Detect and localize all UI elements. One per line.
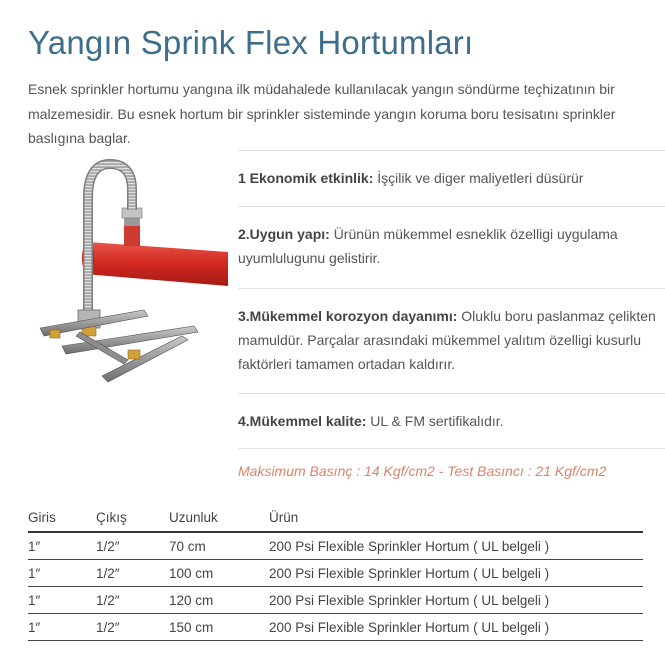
- column-header-outlet: Çıkış: [96, 508, 169, 532]
- pressure-note-row: [238, 448, 665, 488]
- cell-length: 120 cm: [169, 587, 269, 614]
- feature-item-structure: [238, 206, 665, 288]
- column-header-inlet: Giris: [28, 508, 96, 532]
- cell-product: 200 Psi Flexible Sprinkler Hortum ( UL belgeli ): [269, 532, 643, 560]
- feature-list: [238, 150, 665, 488]
- cell-length: 150 cm: [169, 614, 269, 641]
- feature-item-quality: [238, 393, 665, 448]
- feature-text: Oluklu boru paslanmaz çelikten mamuldür. Parçalar arasındaki mükemmel yalıtım özelligi kusurlu faktörleri tamamen ortadan kaldırır.: [238, 308, 656, 372]
- cell-product: 200 Psi Flexible Sprinkler Hortum ( UL belgeli ): [269, 587, 643, 614]
- cell-inlet: 1″: [28, 532, 96, 560]
- feature-item-corrosion: [238, 288, 665, 393]
- table-row: [28, 560, 643, 587]
- cell-inlet: 1″: [28, 560, 96, 587]
- pressure-note: Maksimum Basınç : 14 Kgf/cm2 - Test Basıncı : 21 Kgf/cm2: [238, 463, 607, 479]
- cell-length: 70 cm: [169, 532, 269, 560]
- feature-item-economic: [238, 150, 665, 206]
- cell-length: 100 cm: [169, 560, 269, 587]
- table-row: [28, 532, 643, 560]
- cell-outlet: 1/2″: [96, 532, 169, 560]
- feature-label: 4.Mükemmel kalite:: [238, 413, 367, 429]
- feature-label: 2.Uygun yapı:: [238, 226, 330, 242]
- cell-inlet: 1″: [28, 587, 96, 614]
- cell-outlet: 1/2″: [96, 560, 169, 587]
- table-row: [28, 614, 643, 641]
- column-header-product: Ürün: [269, 508, 643, 532]
- feature-text: UL & FM sertifikalıdır.: [370, 413, 504, 429]
- flexible-sprinkler-hose-image: [32, 150, 228, 386]
- feature-text: İşçilik ve diger maliyetleri düsürür: [377, 170, 584, 186]
- table-header-row: [28, 508, 643, 532]
- cell-product: 200 Psi Flexible Sprinkler Hortum ( UL belgeli ): [269, 560, 643, 587]
- table-row: [28, 587, 643, 614]
- cell-outlet: 1/2″: [96, 587, 169, 614]
- cell-product: 200 Psi Flexible Sprinkler Hortum ( UL belgeli ): [269, 614, 643, 641]
- intro-paragraph: Esnek sprinkler hortumu yangına ilk müdahalede kullanılacak yangın söndürme teçhizatının bir malzemesidir. Bu esnek hortum bir sprinkler sisteminde yangın koruma boru tesisatını sprinkler baslıgına baglar.: [28, 81, 616, 146]
- cell-inlet: 1″: [28, 614, 96, 641]
- feature-label: 1 Ekonomik etkinlik:: [238, 170, 374, 186]
- spec-table: [28, 508, 643, 641]
- cell-outlet: 1/2″: [96, 614, 169, 641]
- feature-label: 3.Mükemmel korozyon dayanımı:: [238, 308, 458, 324]
- page-title: Yangın Sprink Flex Hortumları: [28, 24, 474, 61]
- feature-text: Ürünün mükemmel esneklik özelligi uygulama uyumlulugunu gelistirir.: [238, 226, 618, 266]
- column-header-length: Uzunluk: [169, 508, 269, 532]
